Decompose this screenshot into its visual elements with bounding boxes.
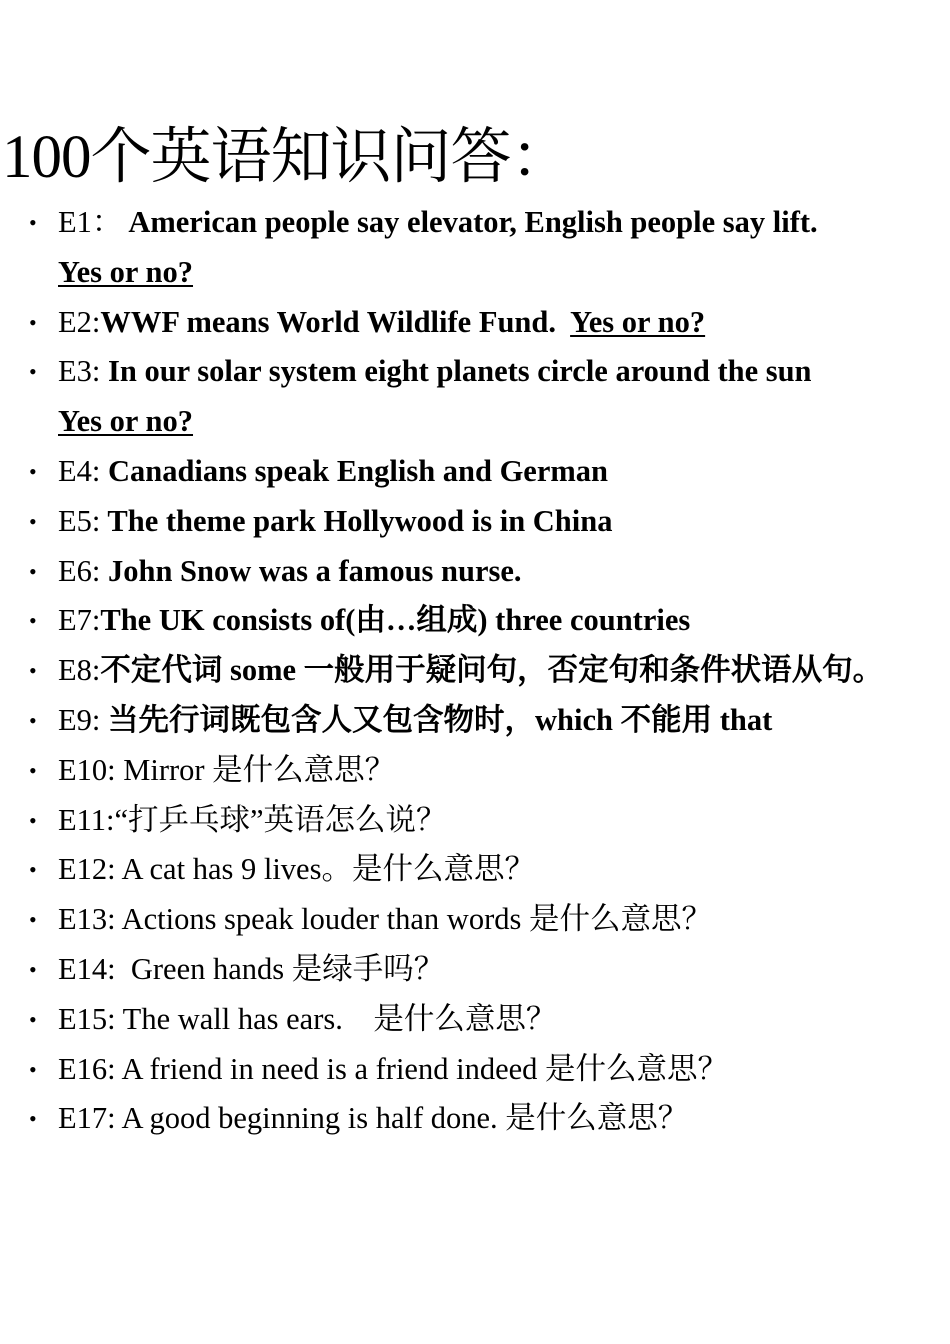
question-text: A cat has 9 lives。是什么意思？ (115, 852, 535, 887)
question-label: E7: (58, 603, 101, 638)
question-item-e16 (0, 1045, 950, 1095)
question-label: E6: (58, 553, 101, 588)
question-text: The UK consists of(由…组成) three countries (100, 603, 691, 638)
question-item-e9 (0, 696, 950, 746)
question-label: E5: (58, 503, 101, 538)
question-item-e8 (0, 646, 950, 696)
question-label: E10: (58, 752, 116, 787)
question-text: Mirror 是什么意思？ (115, 752, 396, 787)
question-label: E11: (58, 802, 115, 837)
question-item-e13 (0, 895, 950, 945)
question-item-e1 (0, 198, 950, 298)
question-item-e12 (0, 845, 950, 895)
question-label: E15: (58, 1001, 116, 1036)
bullet-icon: • (29, 1056, 37, 1082)
question-item-e17 (0, 1094, 950, 1144)
bullet-icon: • (29, 707, 37, 733)
question-label: E12: (58, 852, 116, 887)
question-text: The wall has ears. 是什么意思？ (115, 1001, 557, 1036)
question-label: E13: (58, 902, 116, 937)
question-label: E16: (58, 1051, 116, 1086)
question-text: Actions speak louder than words 是什么意思？ (115, 902, 712, 937)
bullet-icon: • (29, 757, 37, 783)
bullet-icon: • (29, 608, 37, 634)
question-label: E4: (58, 453, 101, 488)
question-text: The theme park Hollywood is in China (100, 503, 613, 538)
question-text: WWF means World Wildlife Fund. (100, 304, 571, 339)
bullet-icon: • (29, 309, 37, 335)
bullet-icon: • (29, 508, 37, 534)
question-item-e4 (0, 447, 950, 497)
question-text: Canadians speak English and German (100, 453, 609, 488)
question-label: E9: (58, 702, 101, 737)
question-item-e14 (0, 945, 950, 995)
question-text: Green hands 是绿手吗？ (115, 951, 445, 986)
page-title: 100个英语知识问答： (2, 124, 571, 191)
question-label: E14: (58, 951, 116, 986)
question-text: 当先行词既包含人又包含物时，which 不能用 that (100, 702, 773, 737)
question-item-e10 (0, 746, 950, 796)
bullet-icon: • (29, 558, 37, 584)
bullet-icon: • (29, 907, 37, 933)
bullet-icon: • (29, 1106, 37, 1132)
bullet-icon: • (29, 956, 37, 982)
bullet-icon: • (29, 1006, 37, 1032)
question-text: John Snow was a famous nurse. (100, 553, 522, 588)
question-label: E3: (58, 354, 101, 389)
bullet-icon: • (29, 658, 37, 684)
bullet-icon: • (29, 210, 37, 235)
question-item-e2 (0, 298, 950, 348)
question-text: A good beginning is half done. 是什么意思？ (115, 1101, 689, 1136)
bullet-icon: • (29, 857, 37, 883)
question-item-e3 (0, 347, 950, 447)
question-label: E2: (58, 304, 101, 339)
bullet-icon: • (29, 458, 37, 484)
question-list (0, 198, 950, 1144)
question-item-e5 (0, 497, 950, 547)
question-label: E17: (58, 1101, 116, 1136)
question-text: 不定代词 some 一般用于疑问句，否定句和条件状语从句。 (100, 653, 884, 688)
question-text: In our solar system eight planets circle around the sun (100, 354, 812, 389)
question-item-e6 (0, 547, 950, 597)
question-label: E8: (58, 653, 101, 688)
question-item-e15 (0, 995, 950, 1045)
question-item-e7 (0, 596, 950, 646)
bullet-icon: • (29, 807, 37, 833)
question-text: A friend in need is a friend indeed 是什么意思？ (115, 1051, 729, 1086)
yes-or-no-prompt: Yes or no? (58, 254, 194, 289)
question-label: E1： (58, 205, 123, 239)
bullet-icon: • (29, 359, 37, 385)
question-item-e11 (0, 796, 950, 846)
question-text: “打乒乓球”英语怎么说？ (114, 802, 447, 837)
yes-or-no-prompt: Yes or no? (58, 404, 194, 439)
question-text: American people say elevator, English people say lift. (122, 205, 818, 239)
yes-or-no-prompt: Yes or no? (570, 304, 706, 339)
